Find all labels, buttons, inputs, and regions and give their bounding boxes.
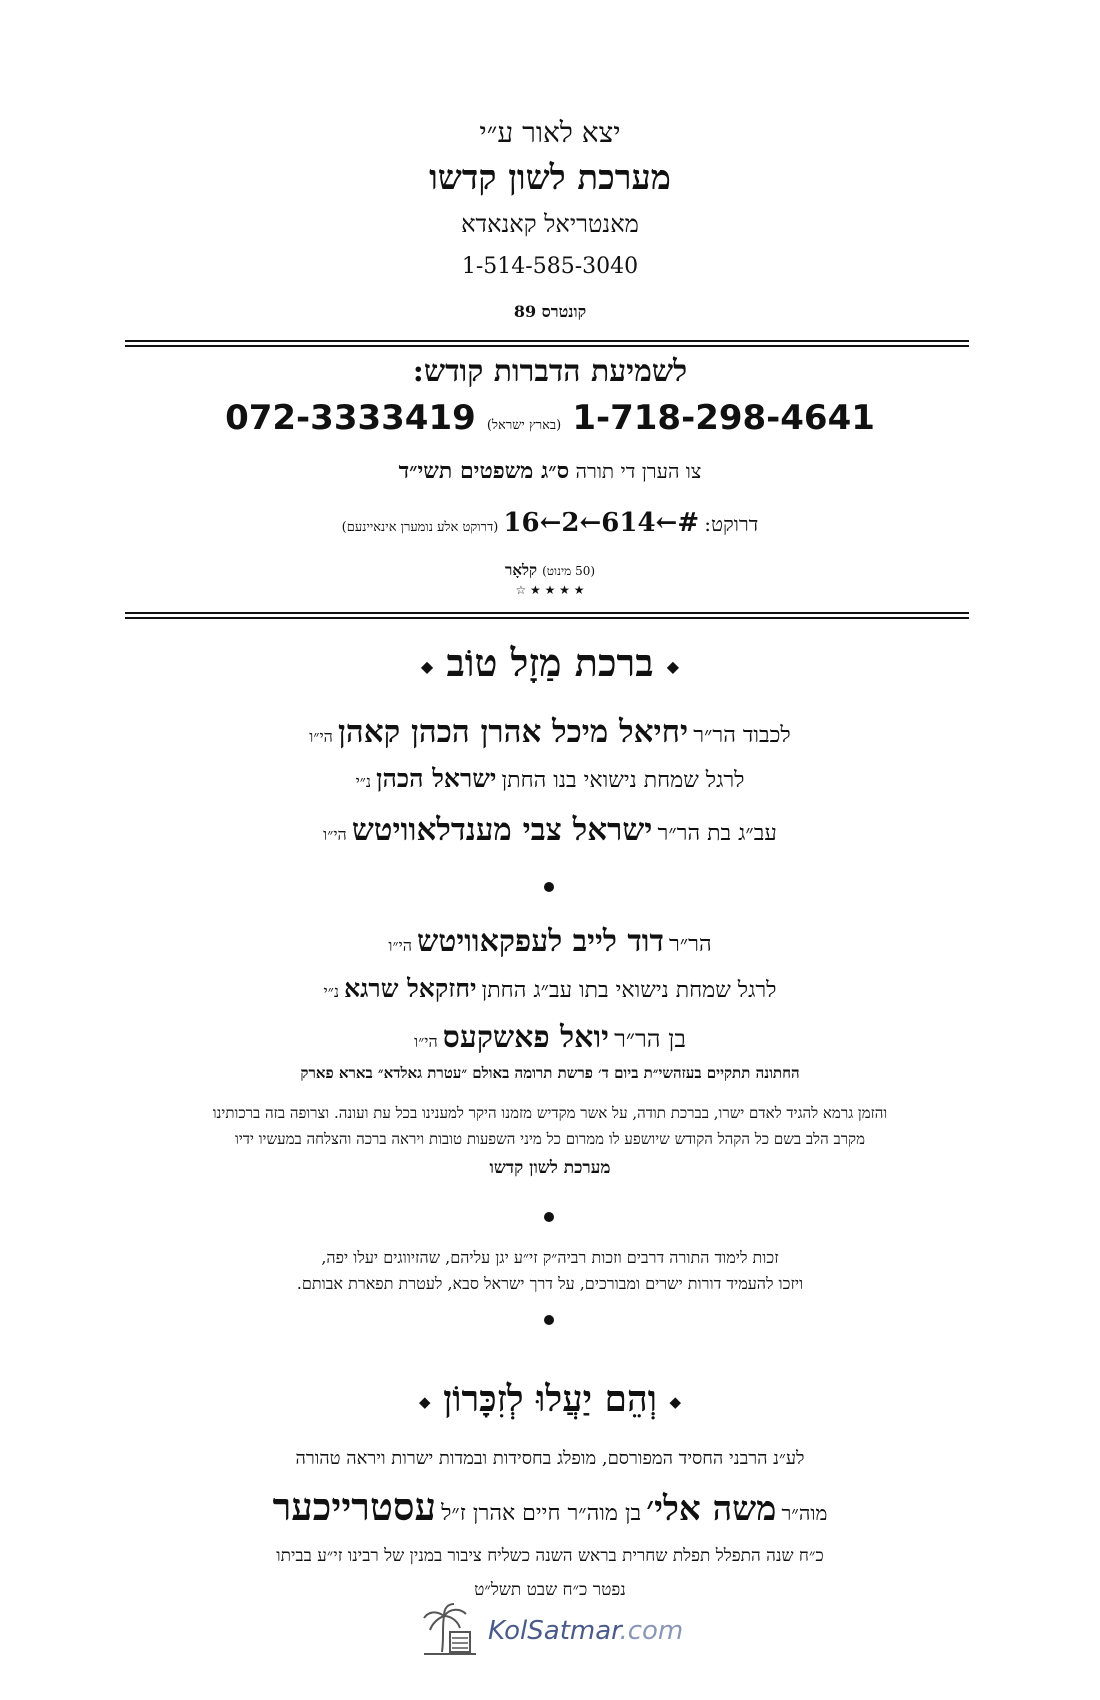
memorial-line-1: לע״נ הרבני החסיד המפורסם, מופלג בחסידות ובמדות ישרות ויראה טהורה	[295, 1448, 805, 1469]
merit-line-2: ויזכו להעמיד דורות ישרים ומבורכים, על דרך ישראל סבא, לעטרת תפארת אבותם.	[296, 1274, 804, 1293]
palm-tree-book-icon	[420, 1602, 480, 1660]
phone-us: 1-718-298-4641	[572, 398, 875, 438]
line5-name: יחזקאל שרגא	[344, 974, 477, 1003]
memorial-prefix: מוה״ר	[781, 1501, 828, 1525]
blessing-line-2: מקרב הלב בשם כל הקהל הקודש שיושפע לו ממרום כל מיני השפעות טובות ויראה ברכה והצלחה במעשיו ידיו	[235, 1130, 865, 1148]
org-name: מערכת לשון קדשו	[429, 158, 671, 198]
rating-stars: ★ ★ ★ ★ ☆	[515, 583, 585, 597]
mazel-line-6	[0, 1020, 1100, 1055]
audio-quality: קלאָר	[504, 561, 537, 579]
phone-il: 072-3333419	[225, 398, 476, 438]
bullet-icon: ◆	[418, 1393, 431, 1411]
mazel-line-3	[0, 812, 1100, 848]
israel-note: (בארץ ישראל)	[486, 418, 562, 433]
memorial-name: משה אלי׳	[646, 1489, 777, 1529]
mazel-line-1	[0, 714, 1100, 750]
logo-tld: .com	[619, 1616, 684, 1646]
bullet-icon: ◆	[669, 1393, 682, 1411]
memorial-line-3: כ״ח שנה התפלל תפלת שחרית בראש השנה כשליח ציבור במנין של רבינו זי״ע בביתו	[276, 1546, 824, 1566]
talk-title: ס״ג משפטים תשי״ד	[398, 458, 570, 484]
direct-note: (דרוקט אלע נומערן אינאיינעם)	[341, 520, 499, 535]
divider-middle	[125, 612, 969, 619]
memorial-line-4: נפטר כ״ח שבט תשל״ט	[474, 1580, 626, 1600]
press-sequence: #←614←2←16	[503, 508, 700, 538]
location: מאנטריאל קאנאדא	[461, 210, 639, 238]
line5-suffix: נ״י	[323, 982, 340, 1001]
memorial-surname: עסטרייכער	[272, 1484, 437, 1529]
memorial-line-2	[0, 1484, 1100, 1530]
mazel-tov-heading	[0, 640, 1100, 686]
talk-intro: צו הערן די תורה	[575, 459, 702, 483]
phone-row	[0, 254, 1100, 279]
line2-prefix: לרגל שמחת נישואי בנו החתן	[501, 768, 745, 793]
line4-suffix: הי״ו	[388, 936, 412, 955]
line1-suffix: הי״ו	[309, 727, 333, 746]
listen-heading: לשמיעת הדברות קודש:	[412, 354, 688, 389]
mazel-line-5	[0, 974, 1100, 1004]
merit-line-1: זכות לימוד התורה דרבים וזכות רביה״ק זי״ע יגן עליהם, שהזיווגים יעלו יפה,	[321, 1248, 779, 1267]
duration: (50 מינוט)	[542, 564, 596, 578]
line3-suffix: הי״ו	[323, 825, 347, 844]
line2-name: ישראל הכהן	[376, 764, 497, 793]
line3-name: ישראל צבי מענדלאוויטש	[351, 812, 653, 848]
separator-dot	[544, 1315, 554, 1325]
line6-suffix: הי״ו	[414, 1032, 438, 1051]
line4-prefix: הר״ר	[669, 932, 712, 957]
booklet-number: קונטרס 89	[513, 302, 587, 321]
memorial-title: וְהֵם יַעֲלוּ לְזִכָּרוֹן	[443, 1378, 657, 1420]
separator-dot	[544, 882, 554, 892]
line6-prefix: בן הר״ר	[614, 1025, 686, 1053]
line2-suffix: נ״י	[355, 772, 372, 791]
bullet-icon: ◆	[420, 657, 434, 676]
line4-name: דוד לייב לעפקאוויטש	[417, 924, 664, 959]
press-line	[0, 508, 1100, 538]
line3-prefix: עב״ג בת הר״ר	[657, 821, 777, 846]
line5-prefix: לרגל שמחת נישואי בתו עב״ג החתן	[481, 978, 777, 1003]
logo-brand: KolSatmar	[488, 1616, 620, 1646]
duration-line	[0, 560, 1100, 580]
publisher-phone: 1-514-585-3040	[461, 254, 639, 279]
press-label: דרוקט:	[704, 512, 759, 536]
mazel-tov-title: ברכת מַזָל טוֹב	[446, 640, 654, 685]
line1-prefix: לכבוד הר״ר	[693, 723, 791, 748]
logo-text	[488, 1616, 683, 1646]
mazel-line-4	[0, 924, 1100, 959]
separator-dot	[544, 1212, 554, 1222]
talk-line	[0, 458, 1100, 484]
line1-name: יחיאל מיכל אהרן הכהן קאהן	[337, 714, 689, 750]
blessing-line-1: והזמן גרמא להגיד לאדם ישרו, בברכת תודה, על אשר מקדיש מזמנו היקר למענינו בכל עת ועונה. וצרופה בזה ברכותינו	[212, 1104, 888, 1122]
wedding-info: החתונה תתקיים בעזהשי״ת ביום ד׳ פרשת תרומה באולם ״עטרת גאלדא״ בארא פארק	[300, 1064, 800, 1082]
divider-top	[125, 340, 969, 347]
signed-by: מערכת לשון קדשו	[489, 1158, 611, 1178]
listen-phones	[0, 398, 1100, 438]
memorial-father: בן מוה״ר חיים אהרן ז״ל	[441, 1501, 642, 1526]
published-by: יצא לאור ע״י	[479, 116, 621, 149]
bullet-icon: ◆	[666, 657, 680, 676]
mazel-line-2	[0, 764, 1100, 794]
kolsatmar-logo	[420, 1602, 720, 1662]
line6-name: יואל פאשקעס	[442, 1020, 609, 1055]
memorial-heading	[0, 1378, 1100, 1420]
